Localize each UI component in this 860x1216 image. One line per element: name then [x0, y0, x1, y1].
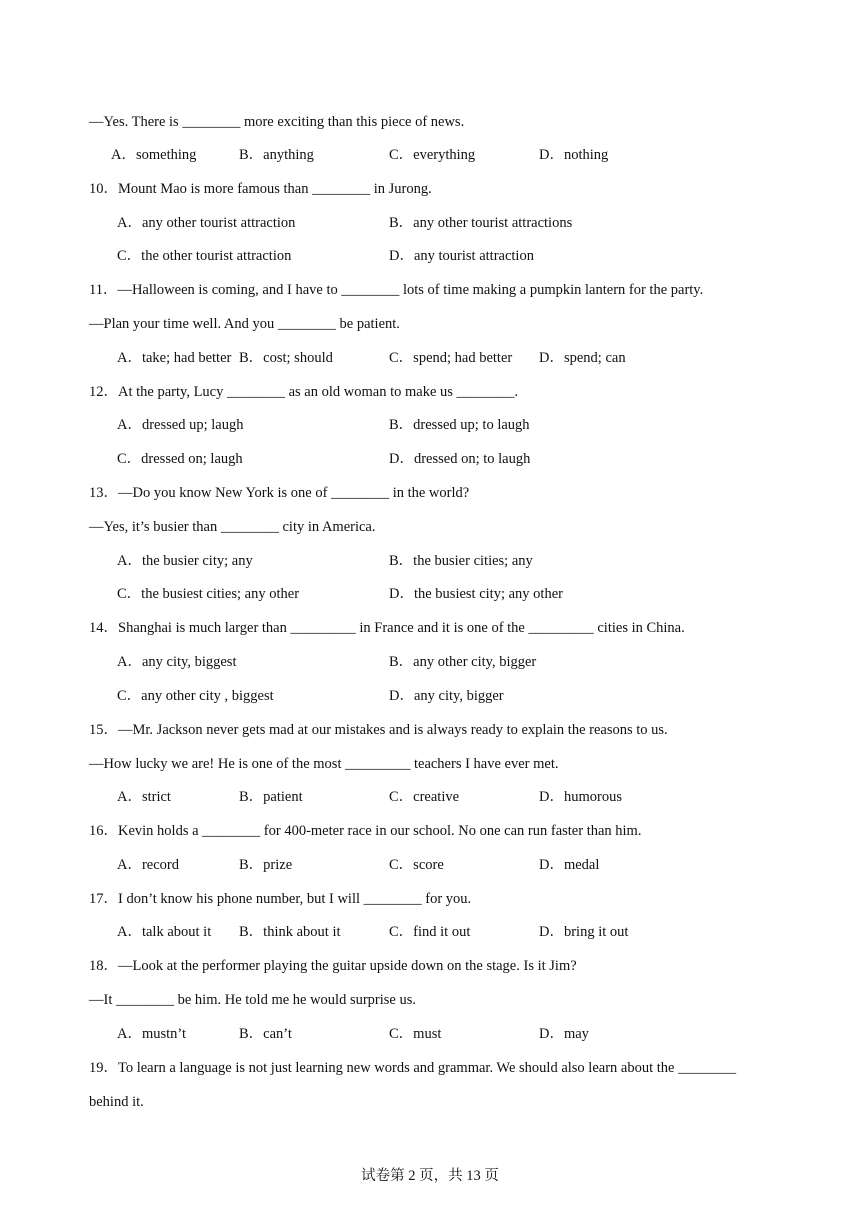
q16-option-c: C．score	[389, 857, 444, 873]
q11-option-b: B．cost; should	[239, 350, 333, 366]
q12-option-a: A．dressed up; laugh	[117, 417, 244, 433]
q18-option-d: D．may	[539, 1026, 589, 1042]
q10-options-row1	[0, 214, 860, 232]
q10-option-c: C．the other tourist attraction	[117, 248, 292, 264]
q14-option-d: D．any city, bigger	[389, 688, 504, 704]
q13-option-c: C．the busiest cities; any other	[117, 586, 300, 602]
q9-option-a: A．something	[111, 147, 197, 163]
q14-options-row2	[0, 687, 860, 705]
q11-stem: 11．—Halloween is coming, and I have to ________ lots of time making a pumpkin lantern for the party.	[89, 282, 704, 298]
q10-options-row2	[0, 247, 860, 265]
q9-option-d: D．nothing	[539, 147, 609, 163]
q17-options	[0, 923, 860, 941]
q14-options-row1	[0, 653, 860, 671]
q16-option-a: A．record	[117, 857, 180, 873]
q10-stem: 10．Mount Mao is more famous than ________ in Jurong.	[89, 181, 432, 197]
q12-option-d: D．dressed on; to laugh	[389, 451, 531, 467]
q18-options	[0, 1025, 860, 1043]
q11-option-a: A．take; had better	[117, 350, 232, 366]
q11-option-c: C．spend; had better	[389, 350, 513, 366]
q13-option-a: A．the busier city; any	[117, 553, 253, 569]
q15-option-a: A．strict	[117, 789, 171, 805]
q12-option-b: B．dressed up; to laugh	[389, 417, 530, 433]
q18-option-c: C．must	[389, 1026, 442, 1042]
page-footer: 试卷第 2 页，共 13 页	[361, 1168, 499, 1184]
q16-option-b: B．prize	[239, 857, 293, 873]
q18-stem: 18．—Look at the performer playing the guitar upside down on the stage. Is it Jim?	[89, 958, 577, 974]
q11-options	[0, 349, 860, 367]
q9-options	[0, 146, 860, 164]
q15-option-b: B．patient	[239, 789, 303, 805]
q15-response-line: —How lucky we are! He is one of the most _________ teachers I have ever met.	[89, 756, 559, 772]
q11-response-line: —Plan your time well. And you ________ be patient.	[89, 316, 400, 332]
q13-options-row1	[0, 552, 860, 570]
q17-option-b: B．think about it	[239, 924, 341, 940]
q16-options	[0, 856, 860, 874]
q12-options-row1	[0, 416, 860, 434]
q13-response-line: —Yes, it’s busier than ________ city in America.	[89, 519, 376, 535]
q9-option-c: C．everything	[389, 147, 476, 163]
q14-option-a: A．any city, biggest	[117, 654, 237, 670]
q17-option-d: D．bring it out	[539, 924, 629, 940]
q17-stem: 17．I don’t know his phone number, but I will ________ for you.	[89, 891, 472, 907]
q19-stem: 19．To learn a language is not just learning new words and grammar. We should also learn about the ________	[89, 1060, 737, 1076]
q10-option-d: D．any tourist attraction	[389, 248, 534, 264]
q17-option-c: C．find it out	[389, 924, 471, 940]
q9-option-b: B．anything	[239, 147, 314, 163]
q9-response-line: —Yes. There is ________ more exciting than this piece of news.	[89, 114, 465, 130]
q15-option-d: D．humorous	[539, 789, 622, 805]
q14-stem: 14．Shanghai is much larger than _________ in France and it is one of the _________ cities in China.	[89, 620, 685, 636]
q12-stem: 12．At the party, Lucy ________ as an old woman to make us ________.	[89, 384, 519, 400]
q13-option-b: B．the busier cities; any	[389, 553, 533, 569]
q14-option-c: C．any other city , biggest	[117, 688, 274, 704]
q15-option-c: C．creative	[389, 789, 460, 805]
q18-option-a: A．mustn’t	[117, 1026, 187, 1042]
q11-option-d: D．spend; can	[539, 350, 626, 366]
q10-option-a: A．any other tourist attraction	[117, 215, 296, 231]
q10-option-b: B．any other tourist attractions	[389, 215, 573, 231]
q17-option-a: A．talk about it	[117, 924, 212, 940]
q18-response-line: —It ________ be him. He told me he would surprise us.	[89, 992, 417, 1008]
q18-option-b: B．can’t	[239, 1026, 292, 1042]
q16-stem: 16．Kevin holds a ________ for 400-meter race in our school. No one can run faster than him.	[89, 823, 642, 839]
q12-option-c: C．dressed on; laugh	[117, 451, 243, 467]
q13-options-row2	[0, 585, 860, 603]
q14-option-b: B．any other city, bigger	[389, 654, 537, 670]
q12-options-row2	[0, 450, 860, 468]
q15-options	[0, 788, 860, 806]
q13-stem: 13．—Do you know New York is one of ________ in the world?	[89, 485, 470, 501]
q19-stem-continued: behind it.	[89, 1094, 144, 1110]
q13-option-d: D．the busiest city; any other	[389, 586, 563, 602]
q15-stem: 15．—Mr. Jackson never gets mad at our mistakes and is always ready to explain the reasons to us.	[89, 722, 668, 738]
q16-option-d: D．medal	[539, 857, 600, 873]
